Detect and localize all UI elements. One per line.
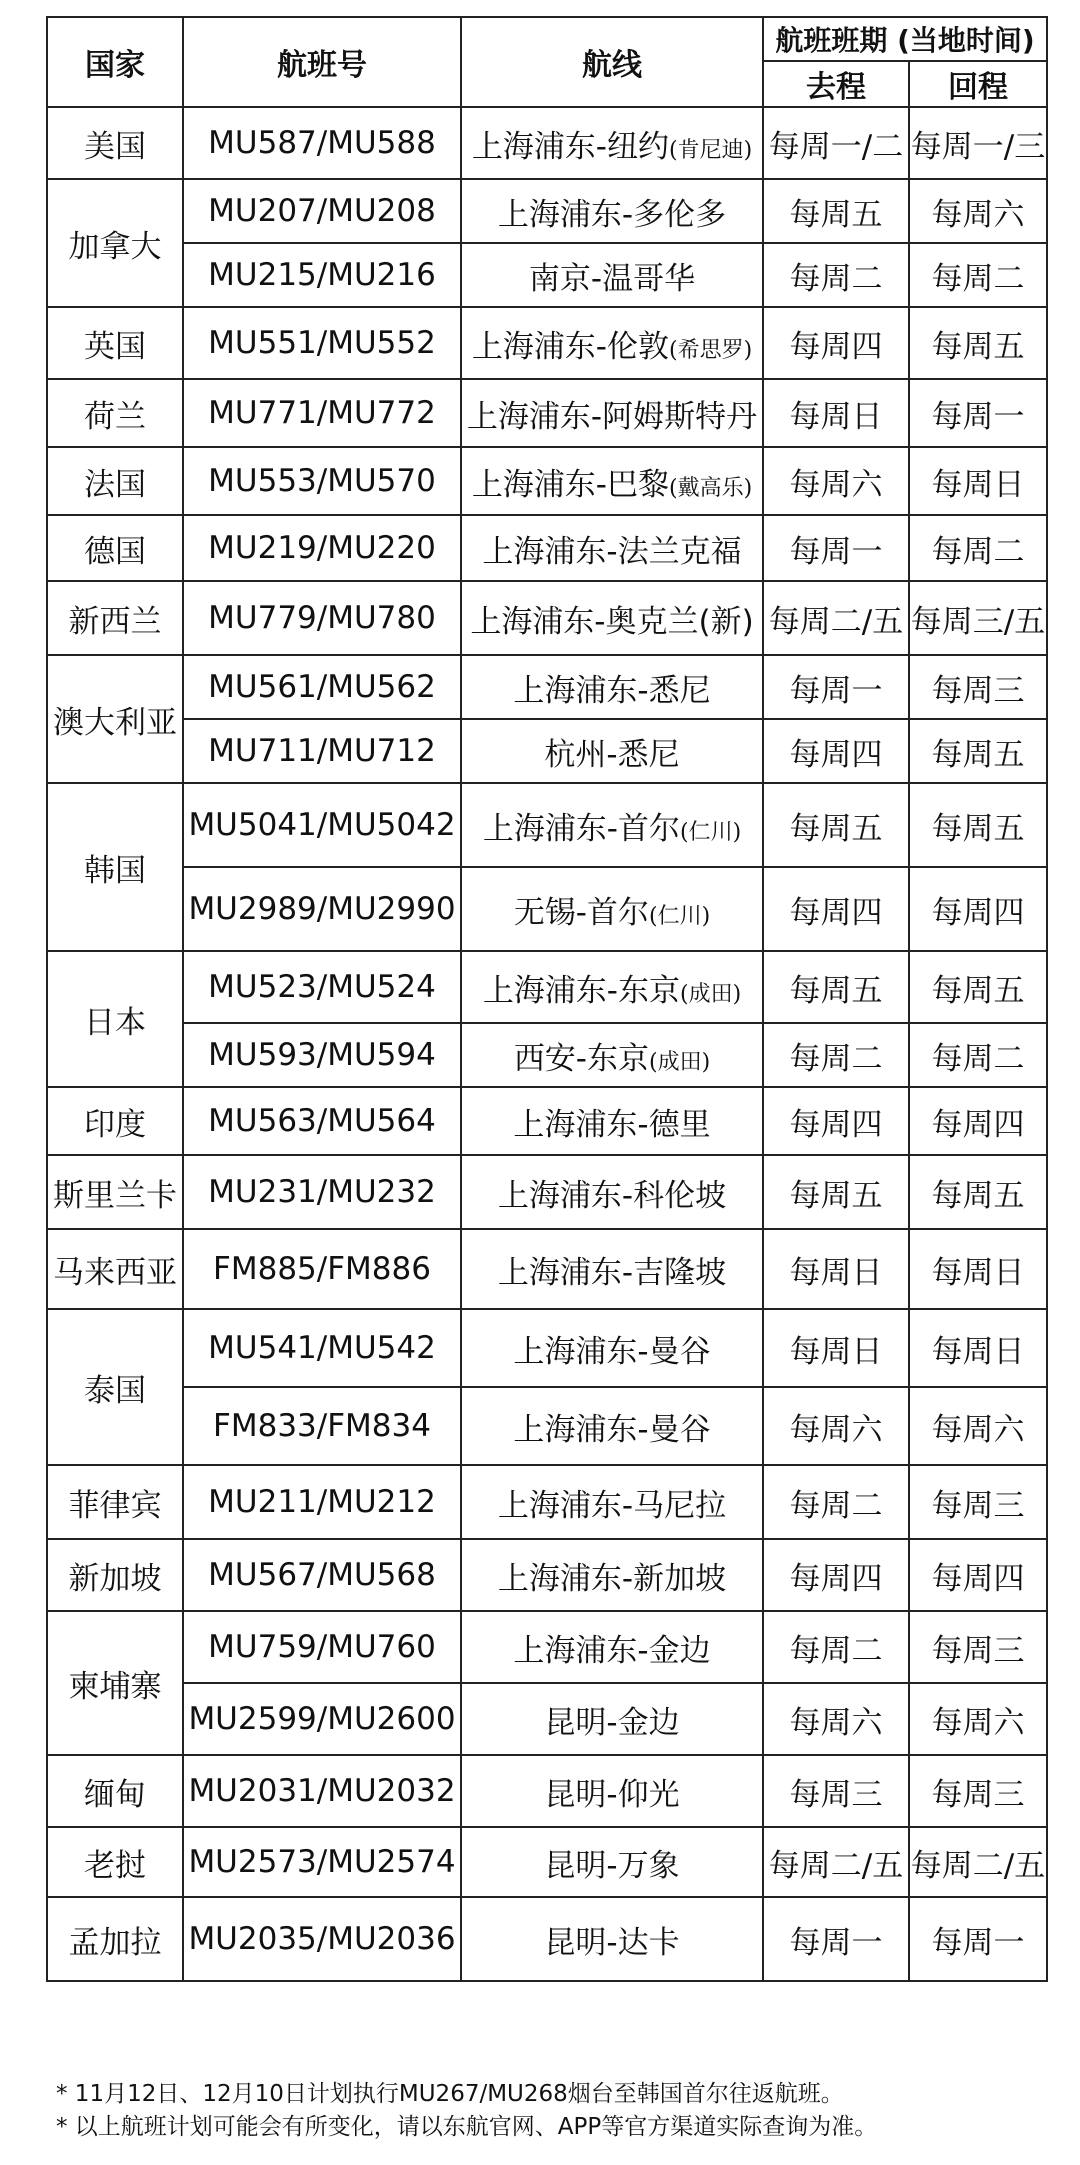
outbound-cell: 每周一/二 [763,107,909,179]
route-name: 上海浦东-曼谷 [513,1333,711,1370]
country-cell: 德国 [47,515,183,581]
outbound-cell: 每周一 [763,1897,909,1981]
return-cell: 每周三 [909,1465,1047,1539]
route-cell [461,951,763,1023]
return-cell: 每周四 [909,1539,1047,1611]
outbound-cell: 每周四 [763,1087,909,1155]
route-cell [461,447,763,515]
table-row [47,1827,1047,1897]
country-cell: 美国 [47,107,183,179]
flight-number-cell: MU2035/MU2036 [183,1897,461,1981]
route-cell [461,1023,763,1087]
table-row [47,379,1047,447]
airport-note: (仁川) [680,819,742,845]
return-cell: 每周三/五 [909,581,1047,655]
header-return: 回程 [909,61,1047,107]
route-cell [461,719,763,783]
country-cell: 马来西亚 [47,1229,183,1309]
route-cell [461,1465,763,1539]
outbound-cell: 每周二/五 [763,581,909,655]
outbound-cell: 每周二 [763,1611,909,1683]
route-name: 杭州-悉尼 [544,736,680,773]
outbound-cell: 每周三 [763,1755,909,1827]
return-cell: 每周三 [909,655,1047,719]
table-row [47,1683,1047,1755]
country-cell: 菲律宾 [47,1465,183,1539]
route-name: 无锡-首尔 [513,894,649,931]
table-row [47,107,1047,179]
flight-number-cell: FM833/FM834 [183,1387,461,1465]
country-cell: 加拿大 [47,179,183,307]
route-name: 上海浦东-东京 [482,972,680,1009]
route-cell [461,515,763,581]
route-cell [461,655,763,719]
route-cell [461,581,763,655]
outbound-cell: 每周二 [763,1465,909,1539]
outbound-cell: 每周日 [763,1229,909,1309]
country-cell: 缅甸 [47,1755,183,1827]
country-cell: 老挝 [47,1827,183,1897]
route-cell [461,379,763,447]
table-row [47,1023,1047,1087]
footnotes [56,2078,877,2144]
table-row [47,1611,1047,1683]
table-row [47,179,1047,243]
country-cell: 荷兰 [47,379,183,447]
airport-note: (仁川) [649,903,711,929]
flight-number-cell: MU2989/MU2990 [183,867,461,951]
route-cell [461,179,763,243]
route-name: 上海浦东-金边 [513,1632,711,1669]
table-row [47,447,1047,515]
flight-number-cell: MU2031/MU2032 [183,1755,461,1827]
table-row [47,719,1047,783]
route-name: 上海浦东-纽约 [471,128,669,165]
outbound-cell: 每周四 [763,719,909,783]
table-row [47,951,1047,1023]
route-name: 上海浦东-法兰克福 [482,533,742,570]
return-cell: 每周一 [909,379,1047,447]
flight-number-cell: MU219/MU220 [183,515,461,581]
route-cell [461,1087,763,1155]
outbound-cell: 每周二 [763,1023,909,1087]
outbound-cell: 每周日 [763,379,909,447]
return-cell: 每周三 [909,1611,1047,1683]
route-name: 上海浦东-伦敦 [471,328,669,365]
route-name: 上海浦东-吉隆坡 [497,1254,727,1291]
return-cell: 每周日 [909,1309,1047,1387]
table-row [47,1465,1047,1539]
flight-number-cell: MU567/MU568 [183,1539,461,1611]
outbound-cell: 每周五 [763,179,909,243]
table-row [47,783,1047,867]
table-row [47,243,1047,307]
route-cell [461,107,763,179]
route-cell [461,1611,763,1683]
airport-note: (希思罗) [669,337,753,363]
return-cell: 每周五 [909,1155,1047,1229]
flight-number-cell: MU215/MU216 [183,243,461,307]
country-cell: 柬埔寨 [47,1611,183,1755]
flight-number-cell: MU587/MU588 [183,107,461,179]
table-row [47,1387,1047,1465]
footnote: * 11月12日、12月10日计划执行MU267/MU268烟台至韩国首尔往返航班。 [56,2081,844,2107]
return-cell: 每周六 [909,179,1047,243]
return-cell: 每周二 [909,243,1047,307]
route-name: 上海浦东-悉尼 [513,672,711,709]
country-cell: 日本 [47,951,183,1087]
route-name: 上海浦东-德里 [513,1106,711,1143]
table-row [47,1309,1047,1387]
return-cell: 每周四 [909,867,1047,951]
table-row [47,1229,1047,1309]
flight-number-cell: MU711/MU712 [183,719,461,783]
airport-note: (成田) [680,981,742,1007]
return-cell: 每周二 [909,515,1047,581]
route-name: 昆明-达卡 [544,1924,680,1961]
country-cell: 法国 [47,447,183,515]
return-cell: 每周五 [909,783,1047,867]
route-name: 上海浦东-阿姆斯特丹 [466,398,758,435]
header-flight: 航班号 [183,17,461,107]
outbound-cell: 每周六 [763,1387,909,1465]
flight-number-cell: MU561/MU562 [183,655,461,719]
route-name: 上海浦东-多伦多 [497,196,727,233]
outbound-cell: 每周二 [763,243,909,307]
country-cell: 斯里兰卡 [47,1155,183,1229]
table-row [47,581,1047,655]
header-period: 航班班期 (当地时间) [763,17,1047,61]
route-cell [461,243,763,307]
country-cell: 英国 [47,307,183,379]
airport-note: (成田) [649,1049,711,1075]
flight-number-cell: MU541/MU542 [183,1309,461,1387]
table-row [47,307,1047,379]
flight-number-cell: FM885/FM886 [183,1229,461,1309]
flight-number-cell: MU5041/MU5042 [183,783,461,867]
table-row [47,1539,1047,1611]
country-cell: 印度 [47,1087,183,1155]
flight-number-cell: MU593/MU594 [183,1023,461,1087]
return-cell: 每周五 [909,951,1047,1023]
outbound-cell: 每周四 [763,867,909,951]
route-cell [461,1309,763,1387]
header-route: 航线 [461,17,763,107]
flight-number-cell: MU553/MU570 [183,447,461,515]
return-cell: 每周二/五 [909,1827,1047,1897]
route-name: 上海浦东-巴黎 [471,466,669,503]
route-name: 上海浦东-马尼拉 [497,1487,727,1524]
flight-number-cell: MU231/MU232 [183,1155,461,1229]
return-cell: 每周六 [909,1683,1047,1755]
outbound-cell: 每周五 [763,783,909,867]
flight-schedule-table [46,16,1048,1982]
route-cell [461,307,763,379]
outbound-cell: 每周二/五 [763,1827,909,1897]
table-row [47,655,1047,719]
route-name: 上海浦东-奥克兰(新) [470,603,754,640]
flight-number-cell: MU563/MU564 [183,1087,461,1155]
outbound-cell: 每周一 [763,655,909,719]
table-row [47,1087,1047,1155]
country-cell: 韩国 [47,783,183,951]
outbound-cell: 每周六 [763,1683,909,1755]
flight-number-cell: MU211/MU212 [183,1465,461,1539]
flight-number-cell: MU759/MU760 [183,1611,461,1683]
route-cell [461,1755,763,1827]
return-cell: 每周日 [909,1229,1047,1309]
route-name: 昆明-万象 [544,1847,680,1884]
route-cell [461,1683,763,1755]
route-name: 上海浦东-曼谷 [513,1411,711,1448]
route-cell [461,1897,763,1981]
airport-note: (肯尼迪) [669,137,753,163]
route-name: 西安-东京 [513,1040,649,1077]
airport-note: (戴高乐) [669,475,753,501]
flight-number-cell: MU523/MU524 [183,951,461,1023]
route-cell [461,867,763,951]
table-row [47,1155,1047,1229]
return-cell: 每周日 [909,447,1047,515]
return-cell: 每周四 [909,1087,1047,1155]
return-cell: 每周六 [909,1387,1047,1465]
country-cell: 孟加拉 [47,1897,183,1981]
country-cell: 澳大利亚 [47,655,183,783]
header-country: 国家 [47,17,183,107]
outbound-cell: 每周六 [763,447,909,515]
outbound-cell: 每周一 [763,515,909,581]
outbound-cell: 每周五 [763,951,909,1023]
route-cell [461,783,763,867]
route-cell [461,1827,763,1897]
table-row [47,867,1047,951]
route-cell [461,1387,763,1465]
return-cell: 每周一/三 [909,107,1047,179]
route-name: 昆明-仰光 [544,1776,680,1813]
flight-number-cell: MU207/MU208 [183,179,461,243]
flight-number-cell: MU771/MU772 [183,379,461,447]
country-cell: 泰国 [47,1309,183,1465]
route-name: 上海浦东-首尔 [482,810,680,847]
table-row [47,515,1047,581]
header-outbound: 去程 [763,61,909,107]
route-name: 上海浦东-新加坡 [497,1560,727,1597]
route-cell [461,1539,763,1611]
flight-number-cell: MU779/MU780 [183,581,461,655]
flight-number-cell: MU551/MU552 [183,307,461,379]
route-name: 上海浦东-科伦坡 [497,1177,727,1214]
country-cell: 新西兰 [47,581,183,655]
return-cell: 每周三 [909,1755,1047,1827]
outbound-cell: 每周四 [763,307,909,379]
return-cell: 每周一 [909,1897,1047,1981]
return-cell: 每周五 [909,719,1047,783]
table-row [47,1897,1047,1981]
footnote: * 以上航班计划可能会有所变化，请以东航官网、APP等官方渠道实际查询为准。 [56,2114,878,2140]
return-cell: 每周二 [909,1023,1047,1087]
outbound-cell: 每周四 [763,1539,909,1611]
return-cell: 每周五 [909,307,1047,379]
table-row [47,1755,1047,1827]
outbound-cell: 每周五 [763,1155,909,1229]
outbound-cell: 每周日 [763,1309,909,1387]
country-cell: 新加坡 [47,1539,183,1611]
route-name: 南京-温哥华 [528,260,696,297]
route-cell [461,1229,763,1309]
flight-number-cell: MU2573/MU2574 [183,1827,461,1897]
route-cell [461,1155,763,1229]
route-name: 昆明-金边 [544,1704,680,1741]
flight-number-cell: MU2599/MU2600 [183,1683,461,1755]
